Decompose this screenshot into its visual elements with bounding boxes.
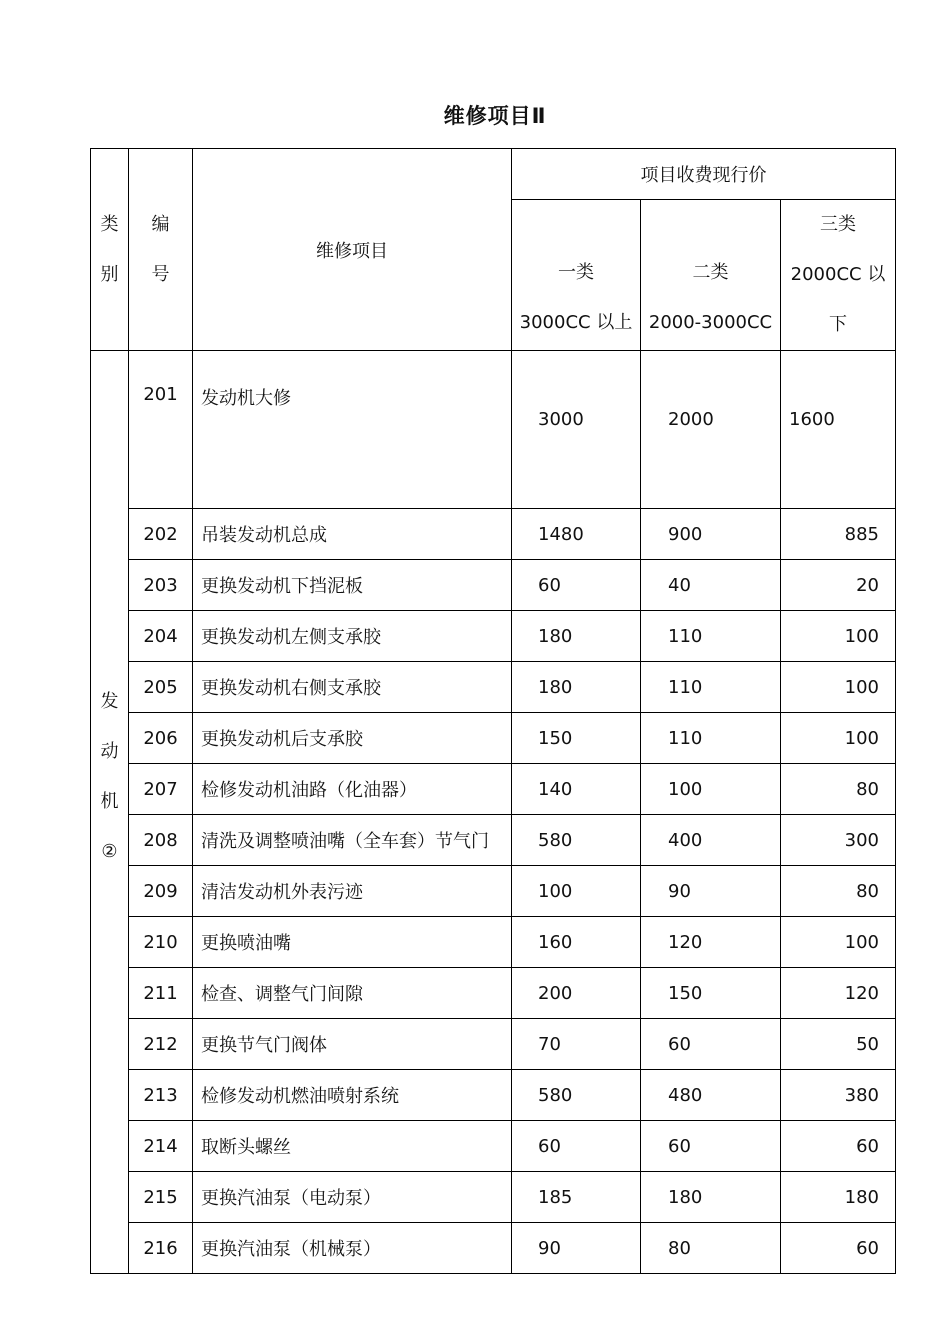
row-item	[193, 917, 512, 968]
header-category-line: 别	[100, 263, 119, 285]
row-item	[193, 1172, 512, 1223]
price-class3	[781, 713, 896, 764]
row-item	[193, 764, 512, 815]
price-class3-text: 1600	[789, 409, 835, 430]
row-item	[193, 866, 512, 917]
table-row	[91, 713, 896, 764]
price-class1	[512, 611, 641, 662]
price-class1-text: 90	[538, 1237, 561, 1259]
price-class1-text: 150	[538, 727, 573, 749]
row-item	[193, 968, 512, 1019]
row-item-text: 更换喷油嘴	[201, 933, 291, 954]
row-item	[193, 1019, 512, 1070]
header-class3-line: 三类	[820, 214, 856, 235]
row-item-text: 更换发动机左侧支承胶	[201, 627, 381, 648]
price-class1	[512, 1172, 641, 1223]
row-item-text: 取断头螺丝	[201, 1137, 291, 1158]
price-class2	[641, 968, 781, 1019]
table-row	[91, 611, 896, 662]
row-number	[129, 866, 193, 917]
price-class2	[641, 815, 781, 866]
row-number-text: 207	[143, 778, 178, 800]
category-char: ②	[101, 841, 118, 862]
row-number	[129, 662, 193, 713]
price-class2	[641, 917, 781, 968]
price-class2-text: 150	[668, 982, 703, 1004]
header-class3	[781, 200, 896, 351]
row-number-text: 211	[143, 982, 178, 1004]
row-number	[129, 764, 193, 815]
category-char: 发	[100, 691, 119, 712]
price-class1-text: 140	[538, 778, 573, 800]
price-class1-text: 160	[538, 931, 573, 953]
price-class2-text: 180	[668, 1186, 703, 1208]
price-class3	[781, 1172, 896, 1223]
price-class2-text: 110	[668, 727, 703, 749]
price-class1	[512, 1019, 641, 1070]
page-title: 维修项目Ⅱ	[443, 104, 547, 128]
price-class2-text: 60	[668, 1135, 691, 1157]
price-class3-text: 50	[856, 1033, 879, 1055]
price-class1-text: 70	[538, 1033, 561, 1055]
price-class3-text: 60	[856, 1135, 879, 1157]
price-class1	[512, 509, 641, 560]
table-row	[91, 1121, 896, 1172]
row-item-text: 更换发动机右侧支承胶	[201, 678, 381, 699]
price-class2-text: 80	[668, 1237, 691, 1259]
row-number-text: 202	[143, 523, 178, 545]
price-class1-text: 180	[538, 625, 573, 647]
row-number-text: 203	[143, 574, 178, 596]
row-number	[129, 351, 193, 509]
row-number-text: 208	[143, 829, 178, 851]
category-char: 动	[100, 741, 119, 762]
row-item	[193, 351, 512, 509]
header-class1-line: 3000CC 以上	[519, 312, 633, 333]
row-number-text: 206	[143, 727, 178, 749]
price-class1-text: 60	[538, 574, 561, 596]
table-row	[91, 1223, 896, 1274]
price-class1-text: 580	[538, 829, 573, 851]
row-number-text: 209	[143, 880, 178, 902]
table-row	[91, 560, 896, 611]
price-class1	[512, 1223, 641, 1274]
price-class1	[512, 917, 641, 968]
price-class3-text: 80	[856, 778, 879, 800]
header-item-label: 维修项目	[316, 240, 388, 262]
price-class1	[512, 815, 641, 866]
price-class3-text: 885	[844, 523, 879, 545]
header-category	[91, 149, 129, 351]
price-class3-text: 100	[844, 676, 879, 698]
row-item-text: 发动机大修	[201, 388, 291, 409]
row-number	[129, 968, 193, 1019]
price-class1	[512, 866, 641, 917]
price-class3-text: 100	[844, 625, 879, 647]
row-number	[129, 1121, 193, 1172]
row-number-text: 213	[143, 1084, 178, 1106]
row-item-text: 更换节气门阀体	[201, 1035, 327, 1056]
header-number-line: 号	[151, 263, 170, 285]
table-row	[91, 1019, 896, 1070]
row-number	[129, 917, 193, 968]
table-row	[91, 1172, 896, 1223]
category-cell	[91, 351, 129, 1274]
price-class2	[641, 1172, 781, 1223]
price-class3-text: 100	[844, 727, 879, 749]
row-number	[129, 611, 193, 662]
header-class3-line: 下	[829, 314, 847, 335]
header-price-group	[512, 149, 896, 200]
row-item-text: 清洗及调整喷油嘴（全车套）节气门	[201, 831, 489, 852]
price-class3	[781, 866, 896, 917]
price-class2	[641, 1223, 781, 1274]
price-class3	[781, 509, 896, 560]
price-class1	[512, 1121, 641, 1172]
price-class1-text: 180	[538, 676, 573, 698]
row-item-text: 更换汽油泵（电动泵）	[201, 1188, 381, 1209]
price-class3	[781, 764, 896, 815]
row-item-text: 检修发动机燃油喷射系统	[201, 1086, 399, 1107]
repair-price-table	[90, 148, 896, 1274]
row-item-text: 更换发动机后支承胶	[201, 729, 363, 750]
price-class3-text: 380	[844, 1084, 879, 1106]
row-item	[193, 1223, 512, 1274]
price-class1	[512, 713, 641, 764]
table-row	[91, 917, 896, 968]
price-class2	[641, 866, 781, 917]
price-class2-text: 400	[668, 829, 703, 851]
table-row	[91, 509, 896, 560]
row-number	[129, 1172, 193, 1223]
header-item	[193, 149, 512, 351]
price-class3-text: 120	[844, 982, 879, 1004]
price-class3-text: 100	[844, 931, 879, 953]
price-class2	[641, 611, 781, 662]
header-class2-line: 2000-3000CC	[648, 312, 773, 333]
price-class3	[781, 968, 896, 1019]
row-number	[129, 713, 193, 764]
price-class1-text: 580	[538, 1084, 573, 1106]
price-class3	[781, 815, 896, 866]
price-class3	[781, 351, 896, 509]
header-class1	[512, 200, 641, 351]
table-row	[91, 968, 896, 1019]
row-item	[193, 611, 512, 662]
price-class3-text: 60	[856, 1237, 879, 1259]
row-item	[193, 662, 512, 713]
price-class2-text: 900	[668, 523, 703, 545]
row-item	[193, 560, 512, 611]
price-class2	[641, 351, 781, 509]
row-number-text: 205	[143, 676, 178, 698]
row-item-text: 清洁发动机外表污迹	[201, 882, 363, 903]
header-number	[129, 149, 193, 351]
table-row	[91, 815, 896, 866]
price-class1-text: 185	[538, 1186, 573, 1208]
price-class2	[641, 509, 781, 560]
price-class1	[512, 1070, 641, 1121]
row-item	[193, 1070, 512, 1121]
row-number-text: 210	[143, 931, 178, 953]
price-class1	[512, 764, 641, 815]
price-class1-text: 1480	[538, 523, 584, 545]
row-number	[129, 1019, 193, 1070]
price-class2	[641, 764, 781, 815]
row-number-text: 201	[143, 384, 178, 405]
header-number-line: 编	[151, 213, 170, 235]
table-row	[91, 764, 896, 815]
row-item	[193, 1121, 512, 1172]
price-class3	[781, 560, 896, 611]
price-class1-text: 60	[538, 1135, 561, 1157]
row-item	[193, 713, 512, 764]
row-number	[129, 509, 193, 560]
row-item	[193, 509, 512, 560]
table-row	[91, 1070, 896, 1121]
row-number-text: 204	[143, 625, 178, 647]
price-class2-text: 100	[668, 778, 703, 800]
row-item-text: 吊装发动机总成	[201, 525, 327, 546]
price-class3	[781, 1223, 896, 1274]
price-class3	[781, 1019, 896, 1070]
price-class2-text: 40	[668, 574, 691, 596]
price-class2-text: 480	[668, 1084, 703, 1106]
price-class1	[512, 351, 641, 509]
price-class2	[641, 662, 781, 713]
price-class3-text: 80	[856, 880, 879, 902]
header-category-line: 类	[100, 213, 119, 235]
price-class2-text: 120	[668, 931, 703, 953]
row-number	[129, 1070, 193, 1121]
table-row	[91, 351, 896, 509]
price-class2	[641, 1121, 781, 1172]
price-class2-text: 110	[668, 676, 703, 698]
price-class2-text: 90	[668, 880, 691, 902]
table-row	[91, 662, 896, 713]
row-item-text: 检修发动机油路（化油器）	[201, 780, 417, 801]
price-class2	[641, 560, 781, 611]
price-class2	[641, 713, 781, 764]
category-char: 机	[100, 791, 119, 812]
price-class3	[781, 662, 896, 713]
row-number	[129, 815, 193, 866]
price-class3-text: 300	[844, 829, 879, 851]
price-class3	[781, 917, 896, 968]
header-class3-line: 2000CC 以	[790, 264, 886, 285]
price-class2-text: 60	[668, 1033, 691, 1055]
row-number	[129, 1223, 193, 1274]
header-price-group-label: 项目收费现行价	[640, 165, 767, 186]
price-class1-text: 3000	[538, 409, 584, 430]
header-class2-line: 二类	[692, 262, 729, 283]
price-class1	[512, 662, 641, 713]
price-class1-text: 100	[538, 880, 573, 902]
price-class3-text: 20	[856, 574, 879, 596]
row-number-text: 216	[143, 1237, 178, 1259]
header-class2	[641, 200, 781, 351]
price-class1	[512, 560, 641, 611]
header-class1-line: 一类	[558, 262, 594, 283]
price-class1-text: 200	[538, 982, 573, 1004]
price-class2	[641, 1070, 781, 1121]
row-number-text: 214	[143, 1135, 178, 1157]
price-class3	[781, 611, 896, 662]
price-class2-text: 110	[668, 625, 703, 647]
price-class3	[781, 1070, 896, 1121]
row-item-text: 检查、调整气门间隙	[201, 984, 363, 1005]
price-class3	[781, 1121, 896, 1172]
row-item	[193, 815, 512, 866]
row-number-text: 212	[143, 1033, 178, 1055]
price-class1	[512, 968, 641, 1019]
price-class2	[641, 1019, 781, 1070]
price-class3-text: 180	[844, 1186, 879, 1208]
row-item-text: 更换发动机下挡泥板	[201, 576, 363, 597]
price-class2-text: 2000	[668, 409, 714, 430]
row-item-text: 更换汽油泵（机械泵）	[201, 1239, 381, 1260]
row-number	[129, 560, 193, 611]
table-row	[91, 866, 896, 917]
row-number-text: 215	[143, 1186, 178, 1208]
